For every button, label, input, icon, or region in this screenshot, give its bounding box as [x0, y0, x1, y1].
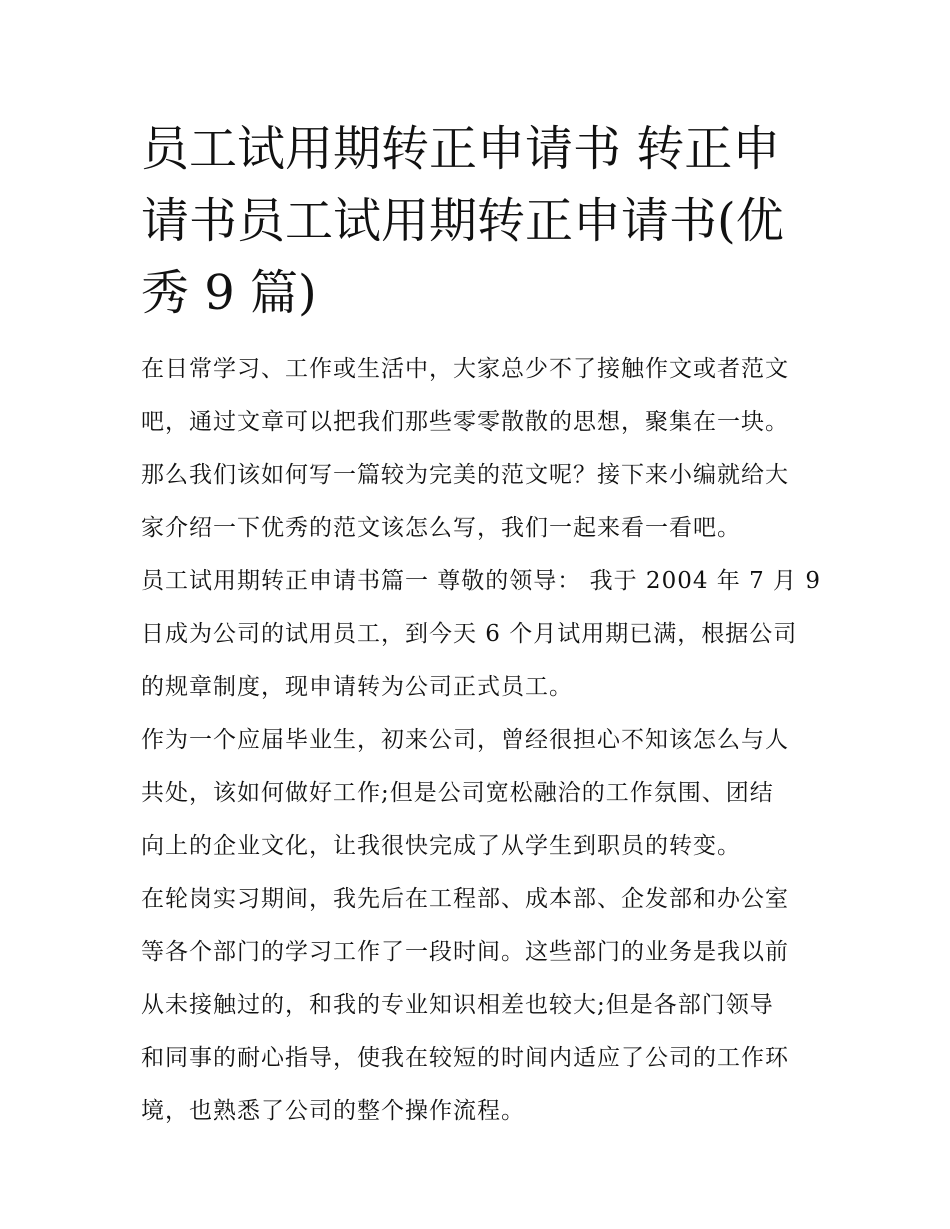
text-line: 那么我们该如何写一篇较为完美的范文呢？接下来小编就给大 — [141, 462, 789, 488]
text-line: 和同事的耐心指导，使我在较短的时间内适应了公司的工作环 — [141, 1045, 789, 1071]
text-line: 在日常学习、工作或生活中，大家总少不了接触作文或者范文 — [141, 356, 789, 382]
text-line: 吧，通过文章可以把我们那些零零散散的思想，聚集在一块。 — [141, 409, 789, 435]
paragraph-intro — [141, 343, 813, 555]
document-body — [141, 343, 821, 1138]
document-title — [141, 113, 813, 329]
text-line: 员工试用期转正申请书篇一 尊敬的领导： 我于 2004 年 7 月 9 — [141, 568, 821, 594]
text-line: 向上的企业文化，让我很快完成了从学生到职员的转变。 — [141, 833, 741, 859]
text-line: 等各个部门的学习工作了一段时间。这些部门的业务是我以前 — [141, 939, 789, 965]
document-content — [141, 113, 821, 1138]
title-line: 员工试用期转正申请书 转正申 — [141, 121, 781, 177]
paragraph-graduate — [141, 714, 813, 873]
text-line: 从未接触过的，和我的专业知识相差也较大;但是各部门领导 — [141, 992, 774, 1018]
text-line: 作为一个应届毕业生，初来公司，曾经很担心不知该怎么与人 — [141, 727, 789, 753]
paragraph-rotation — [141, 873, 813, 1138]
text-line: 日成为公司的试用员工，到今天 6 个月试用期已满，根据公司 — [141, 621, 798, 647]
text-line: 在轮岗实习期间，我先后在工程部、成本部、企发部和办公室 — [141, 886, 789, 912]
text-line: 共处，该如何做好工作;但是公司宽松融洽的工作氛围、团结 — [141, 780, 774, 806]
title-line: 请书员工试用期转正申请书(优 — [141, 193, 784, 249]
text-line: 的规章制度，现申请转为公司正式员工。 — [141, 674, 573, 700]
text-line: 家介绍一下优秀的范文该怎么写，我们一起来看一看吧。 — [141, 515, 741, 541]
text-line: 境，也熟悉了公司的整个操作流程。 — [141, 1098, 525, 1124]
paragraph-application — [141, 555, 821, 714]
title-line: 秀 9 篇) — [141, 265, 317, 321]
